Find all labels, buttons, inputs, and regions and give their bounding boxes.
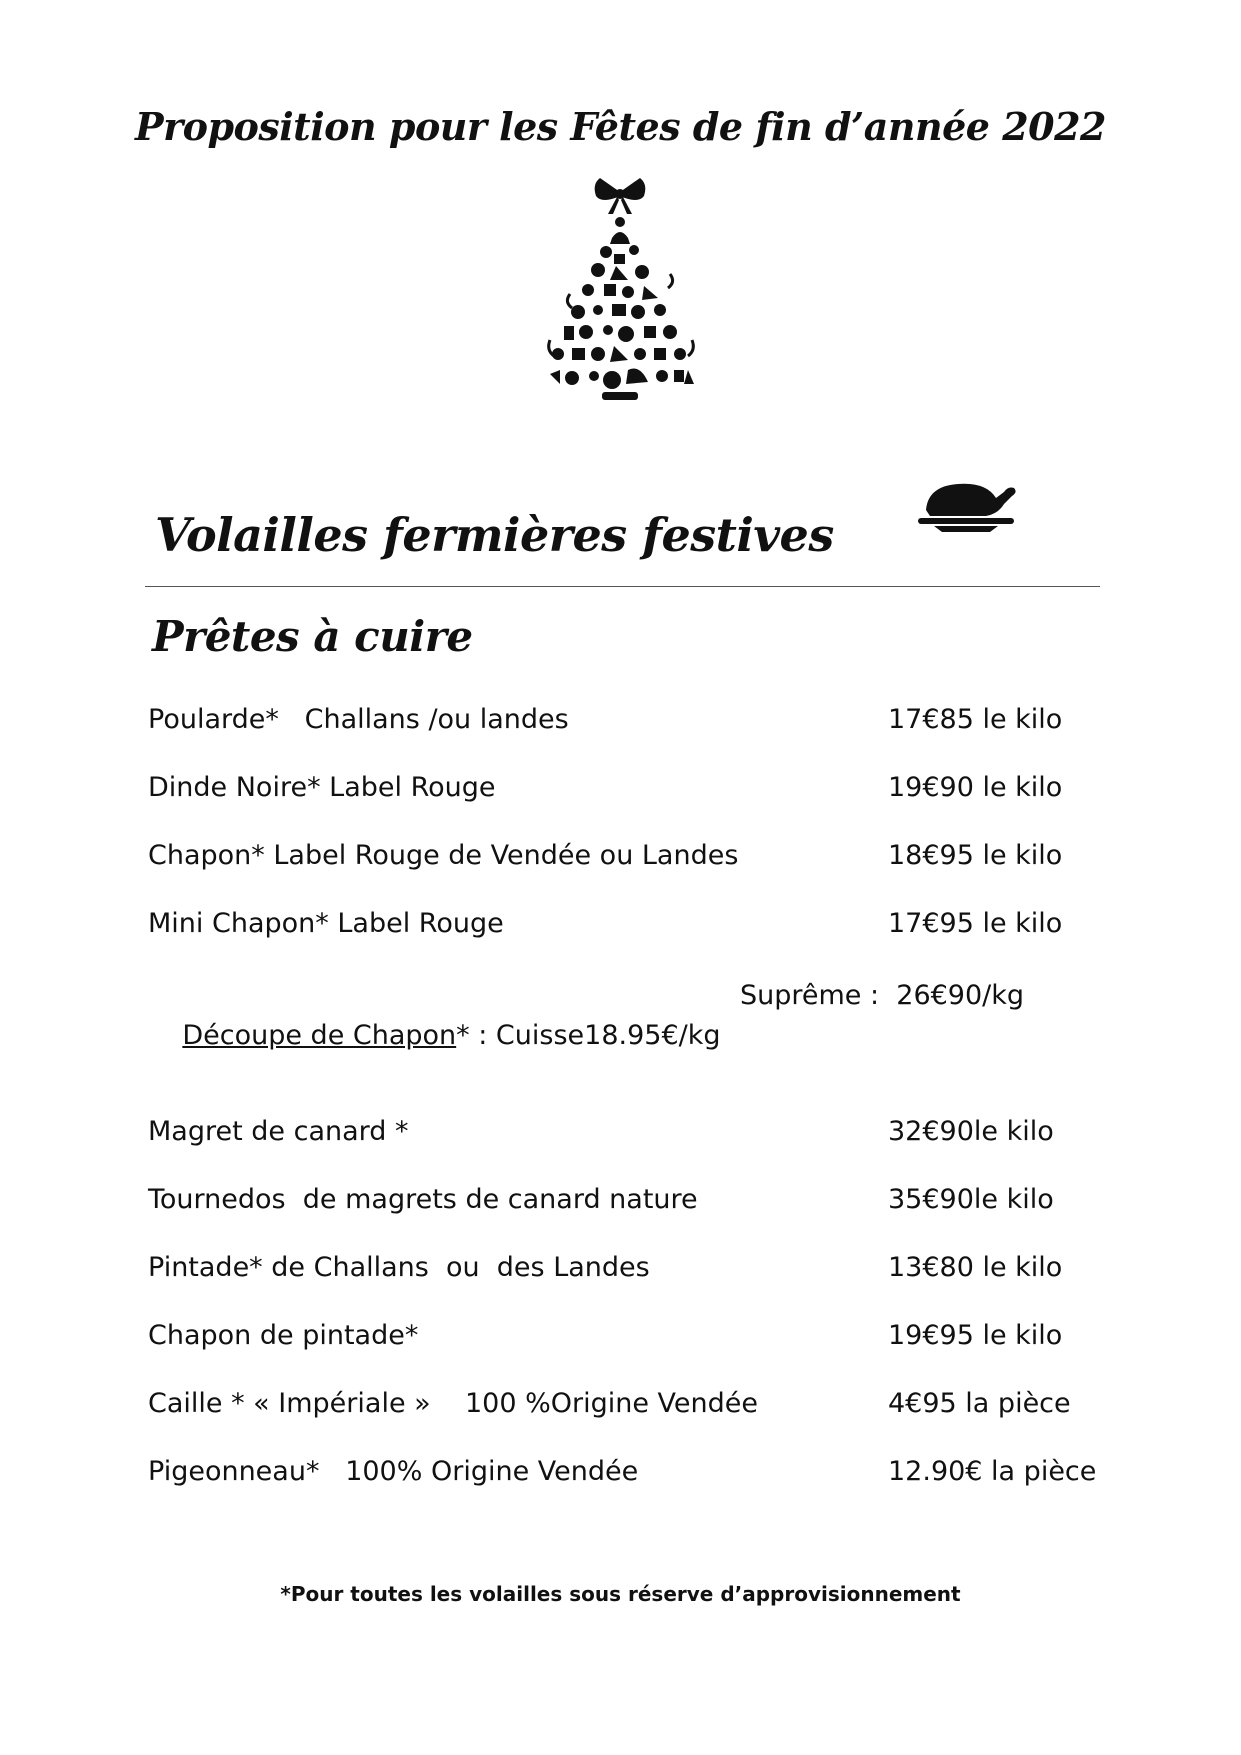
list-item bbox=[148, 1180, 1108, 1220]
capon-cuts-label: Découpe de Chapon bbox=[182, 1020, 457, 1051]
item-name: Chapon* Label Rouge de Vendée ou Landes bbox=[148, 840, 739, 871]
item-price: 35€90le kilo bbox=[888, 1184, 1054, 1215]
christmas-tree-icon bbox=[520, 170, 720, 420]
roast-chicken-icon bbox=[912, 470, 1020, 538]
list-item bbox=[148, 904, 1108, 944]
item-price: 32€90le kilo bbox=[888, 1116, 1054, 1147]
item-price: 17€95 le kilo bbox=[888, 908, 1063, 939]
subsection-title: Prêtes à cuire bbox=[152, 612, 473, 661]
item-price: 17€85 le kilo bbox=[888, 704, 1063, 735]
page-title: Proposition pour les Fêtes de fin d’année 2022 bbox=[135, 104, 1106, 149]
item-price: 13€80 le kilo bbox=[888, 1252, 1063, 1283]
list-item bbox=[148, 1112, 1108, 1152]
list-item bbox=[148, 768, 1108, 808]
list-item bbox=[148, 1248, 1108, 1288]
list-item bbox=[148, 700, 1108, 740]
supreme-price: Suprême : 26€90/kg bbox=[740, 980, 1025, 1011]
item-price: 19€95 le kilo bbox=[888, 1320, 1063, 1351]
item-name: Caille * « Impériale » 100 %Origine Vendée bbox=[148, 1388, 759, 1419]
item-price: 12.90€ la pièce bbox=[888, 1456, 1097, 1487]
item-price: 19€90 le kilo bbox=[888, 772, 1063, 803]
list-item bbox=[148, 1384, 1108, 1424]
list-item bbox=[148, 1316, 1108, 1356]
list-item bbox=[148, 836, 1108, 876]
item-name: Dinde Noire* Label Rouge bbox=[148, 772, 496, 803]
item-price: 18€95 le kilo bbox=[888, 840, 1063, 871]
item-name: Magret de canard * bbox=[148, 1116, 409, 1147]
item-name: Chapon de pintade* bbox=[148, 1320, 419, 1351]
item-name: Tournedos de magrets de canard nature bbox=[148, 1184, 698, 1215]
section-divider bbox=[145, 586, 1100, 587]
item-price: 4€95 la pièce bbox=[888, 1388, 1071, 1419]
item-name: Pintade* de Challans ou des Landes bbox=[148, 1252, 650, 1283]
item-name: Poularde* Challans /ou landes bbox=[148, 704, 569, 735]
capon-cuts-row bbox=[148, 976, 1108, 1051]
item-name: Mini Chapon* Label Rouge bbox=[148, 908, 504, 939]
footnote: *Pour toutes les volailles sous réserve d’approvisionnement bbox=[280, 1582, 961, 1606]
section-title: Volailles fermières festives bbox=[155, 508, 834, 562]
item-name: Pigeonneau* 100% Origine Vendée bbox=[148, 1456, 639, 1487]
thigh-price: * : Cuisse18.95€/kg bbox=[456, 1020, 721, 1051]
list-item bbox=[148, 1452, 1108, 1492]
